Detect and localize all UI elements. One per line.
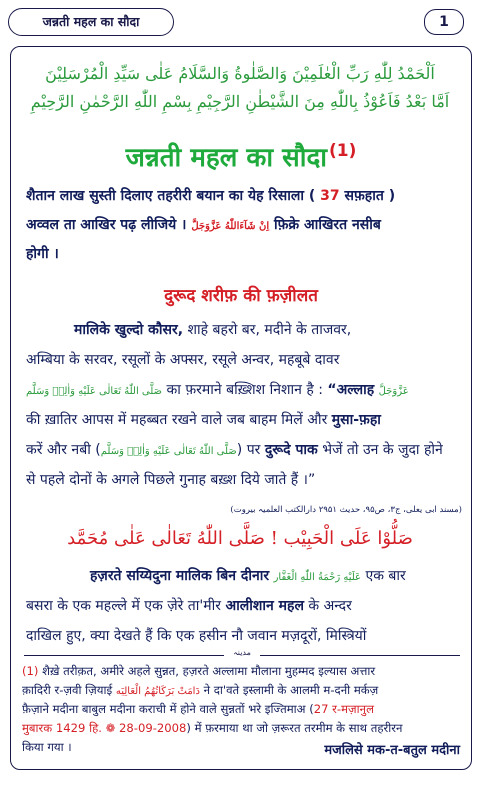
arabic-hamd-line: اَلْحَمْدُ لِلّٰهِ رَبِّ الْعٰلَمِیْنَ وَالصَّلٰوةُ وَالسَّلَامُ عَلٰی سَیِّدِ الْمُرْسَلِیْنَ: [45, 64, 435, 83]
footnote-l1: शैख़े तरीक़त, अमीरे अहले सुन्नत, हज़रते अल्लामा मौलाना मुहम्मद इल्यास अत्तार: [42, 664, 376, 678]
footnote-l4-b: ) में फ़रमाया था जो ज़रूरत तरमीम के साथ तहरीरन: [186, 721, 403, 735]
salawat-arabic: صَلَّى اللّٰهُ تَعَالٰى عَلَيْهِ وَاٰلِهٖ وَسَلَّم: [26, 386, 163, 397]
body-line-3: [26, 380, 460, 399]
chapter-title-text: जन्नती महल का सौदा: [125, 143, 327, 173]
story-l2-a: बसरा के एक महल्ले में एक ज़ेरे ता'मीर: [26, 598, 221, 614]
arabic-bismillah-line: اَمَّا بَعْدُ فَاَعُوْذُ بِاللّٰهِ مِنَ الشَّیْطٰنِ الرَّجِیْمِ بِسْمِ اللّٰهِ الرَّحْمٰنِ الرَّحِیْمِ: [30, 92, 450, 111]
footnote-l3-date: 27 र-मज़ानुल: [313, 702, 374, 716]
intro-line-2: [26, 215, 458, 234]
salawat-arabic-2: صَلَّى اللّٰهُ تَعَالٰى عَلَيْهِ وَاٰلِهٖ وَسَلَّم: [100, 446, 237, 457]
intro-line-3: होगी ।: [26, 246, 59, 262]
footnote-l2-b: ने दा'वते इस्लामी के आलमी म-दनी मर्कज़: [203, 683, 379, 697]
footnote-line-1: [22, 664, 462, 679]
body-l5-bold: दुरूदे पाक: [264, 442, 318, 458]
body-line-2: अम्बिया के सरवर, रसूलों के अफ्सर, रसूले अन्वर, महबूबे दावर: [26, 352, 340, 368]
page-number: 1: [424, 9, 464, 35]
body-l5-a: करें और नबी (: [26, 442, 101, 458]
story-line-2: [26, 596, 460, 615]
azzawajal-arabic: عَزَّوَجَلَّ: [378, 386, 409, 397]
body-line-6: से पहले दोनों के अगले पिछले गुनाह बख़्श दिये जाते हैं ।”: [26, 472, 316, 488]
body-line-5: [26, 440, 460, 459]
publisher-footer: मजलिसे मक-त-बतुल मदीना: [324, 743, 460, 758]
story-l2-bold: आलीशान महल: [225, 598, 304, 614]
footnote-l4-date: मुबारक 1429 हि. ❁ 28-09-2008: [22, 721, 187, 735]
body-l4-a: की ख़ातिर आपस में महब्बत रखने वाले जब बाहम मिलें और: [26, 412, 328, 428]
intro-line2-b: फ़िक्रे आखिरत नसीब: [273, 217, 381, 233]
footnote-line-2: [22, 683, 462, 698]
inshallah-arabic: اِنْ شَآءَاللّٰهُ عَزَّوَجَلَّ: [191, 221, 270, 232]
divider-mark: مدینہ: [224, 648, 260, 657]
story-l1-rest: एक बार: [365, 568, 406, 584]
footnote-divider: [24, 650, 460, 660]
body-line-4: [26, 410, 460, 429]
body-l5-b: ) पर: [236, 442, 261, 458]
body-line-1: [74, 320, 460, 339]
footnote-l2-a: क़ादिरी र-ज़वी ज़ियाई: [22, 683, 113, 697]
story-line-3: दाखिल हुए, क्या देखते हैं कि एक हसीन नौ जवान मज़दूरों, मिस्त्रियों: [26, 628, 367, 644]
intro-text-b: सफ़हात ): [344, 188, 396, 204]
story-l1-bold: हज़रते सय्यिदुना मालिक बिन दीनार: [90, 568, 270, 584]
salat-arabic: صَلُّوْا عَلَى الْحَبِيْب ! صَلَّى اللّٰهُ تَعَالٰى عَلٰى مُحَمَّد: [67, 528, 413, 549]
intro-text-a: शैतान लाख सुस्ती दिलाए तहरीरी बयान का येह रिसाला (: [26, 188, 316, 204]
body-l3-text: का फ़रमाने बख़्शिश निशान है :: [166, 382, 323, 398]
hadith-reference: (مسند ابی یعلی، ج۳، ص۹۵، حدیث ۲۹۵۱ دارالکتب العلمیہ بیروت): [230, 505, 462, 515]
intro-line-1: [26, 186, 458, 205]
intro-line2-a: अव्वल ता आखिर पढ़ लीजिये ।: [26, 217, 187, 233]
chapter-title: [0, 138, 482, 174]
footnote-line-3: [22, 702, 462, 717]
rahmatullah-arabic: عَلَيْهِ رَحْمَةُ اللّٰهِ الْغَفَّار: [273, 572, 361, 583]
intro-page-count: 37: [320, 188, 340, 204]
story-l2-b: के अन्दर: [308, 598, 352, 614]
body-l3-quote: “अल्लाह: [327, 382, 375, 398]
body-l5-c: भेजें तो उन के जुदा होने: [322, 442, 443, 458]
body-l1-bold: मालिके खुल्दो कौसर,: [74, 322, 184, 338]
body-l4-bold: मुसा-फ़हा: [331, 412, 381, 428]
footnote-line-4: [22, 721, 462, 736]
running-header-title: जन्नती महल का सौदा: [8, 8, 174, 36]
damat-barakatuhum-arabic: دَامَتْ بَرَكَاتُهُمُ الْعَالِيَه: [115, 686, 200, 697]
footnote-line-5: किया गया ।: [22, 740, 72, 754]
footnote-marker: (1): [328, 141, 357, 162]
footnote-marker-bottom: (1): [22, 664, 39, 678]
section-heading: दुरूद शरीफ़ की फ़ज़ीलत: [164, 286, 318, 306]
footnote-l3-a: फ़ैज़ाने मदीना बाबुल मदीना कराची में होने वाले सुन्नतों भरे इज्तिमाअ (: [22, 702, 314, 716]
story-line-1: [90, 566, 460, 585]
body-l1-rest: शाहे बहरो बर, मदीने के ताजवर,: [187, 322, 352, 338]
